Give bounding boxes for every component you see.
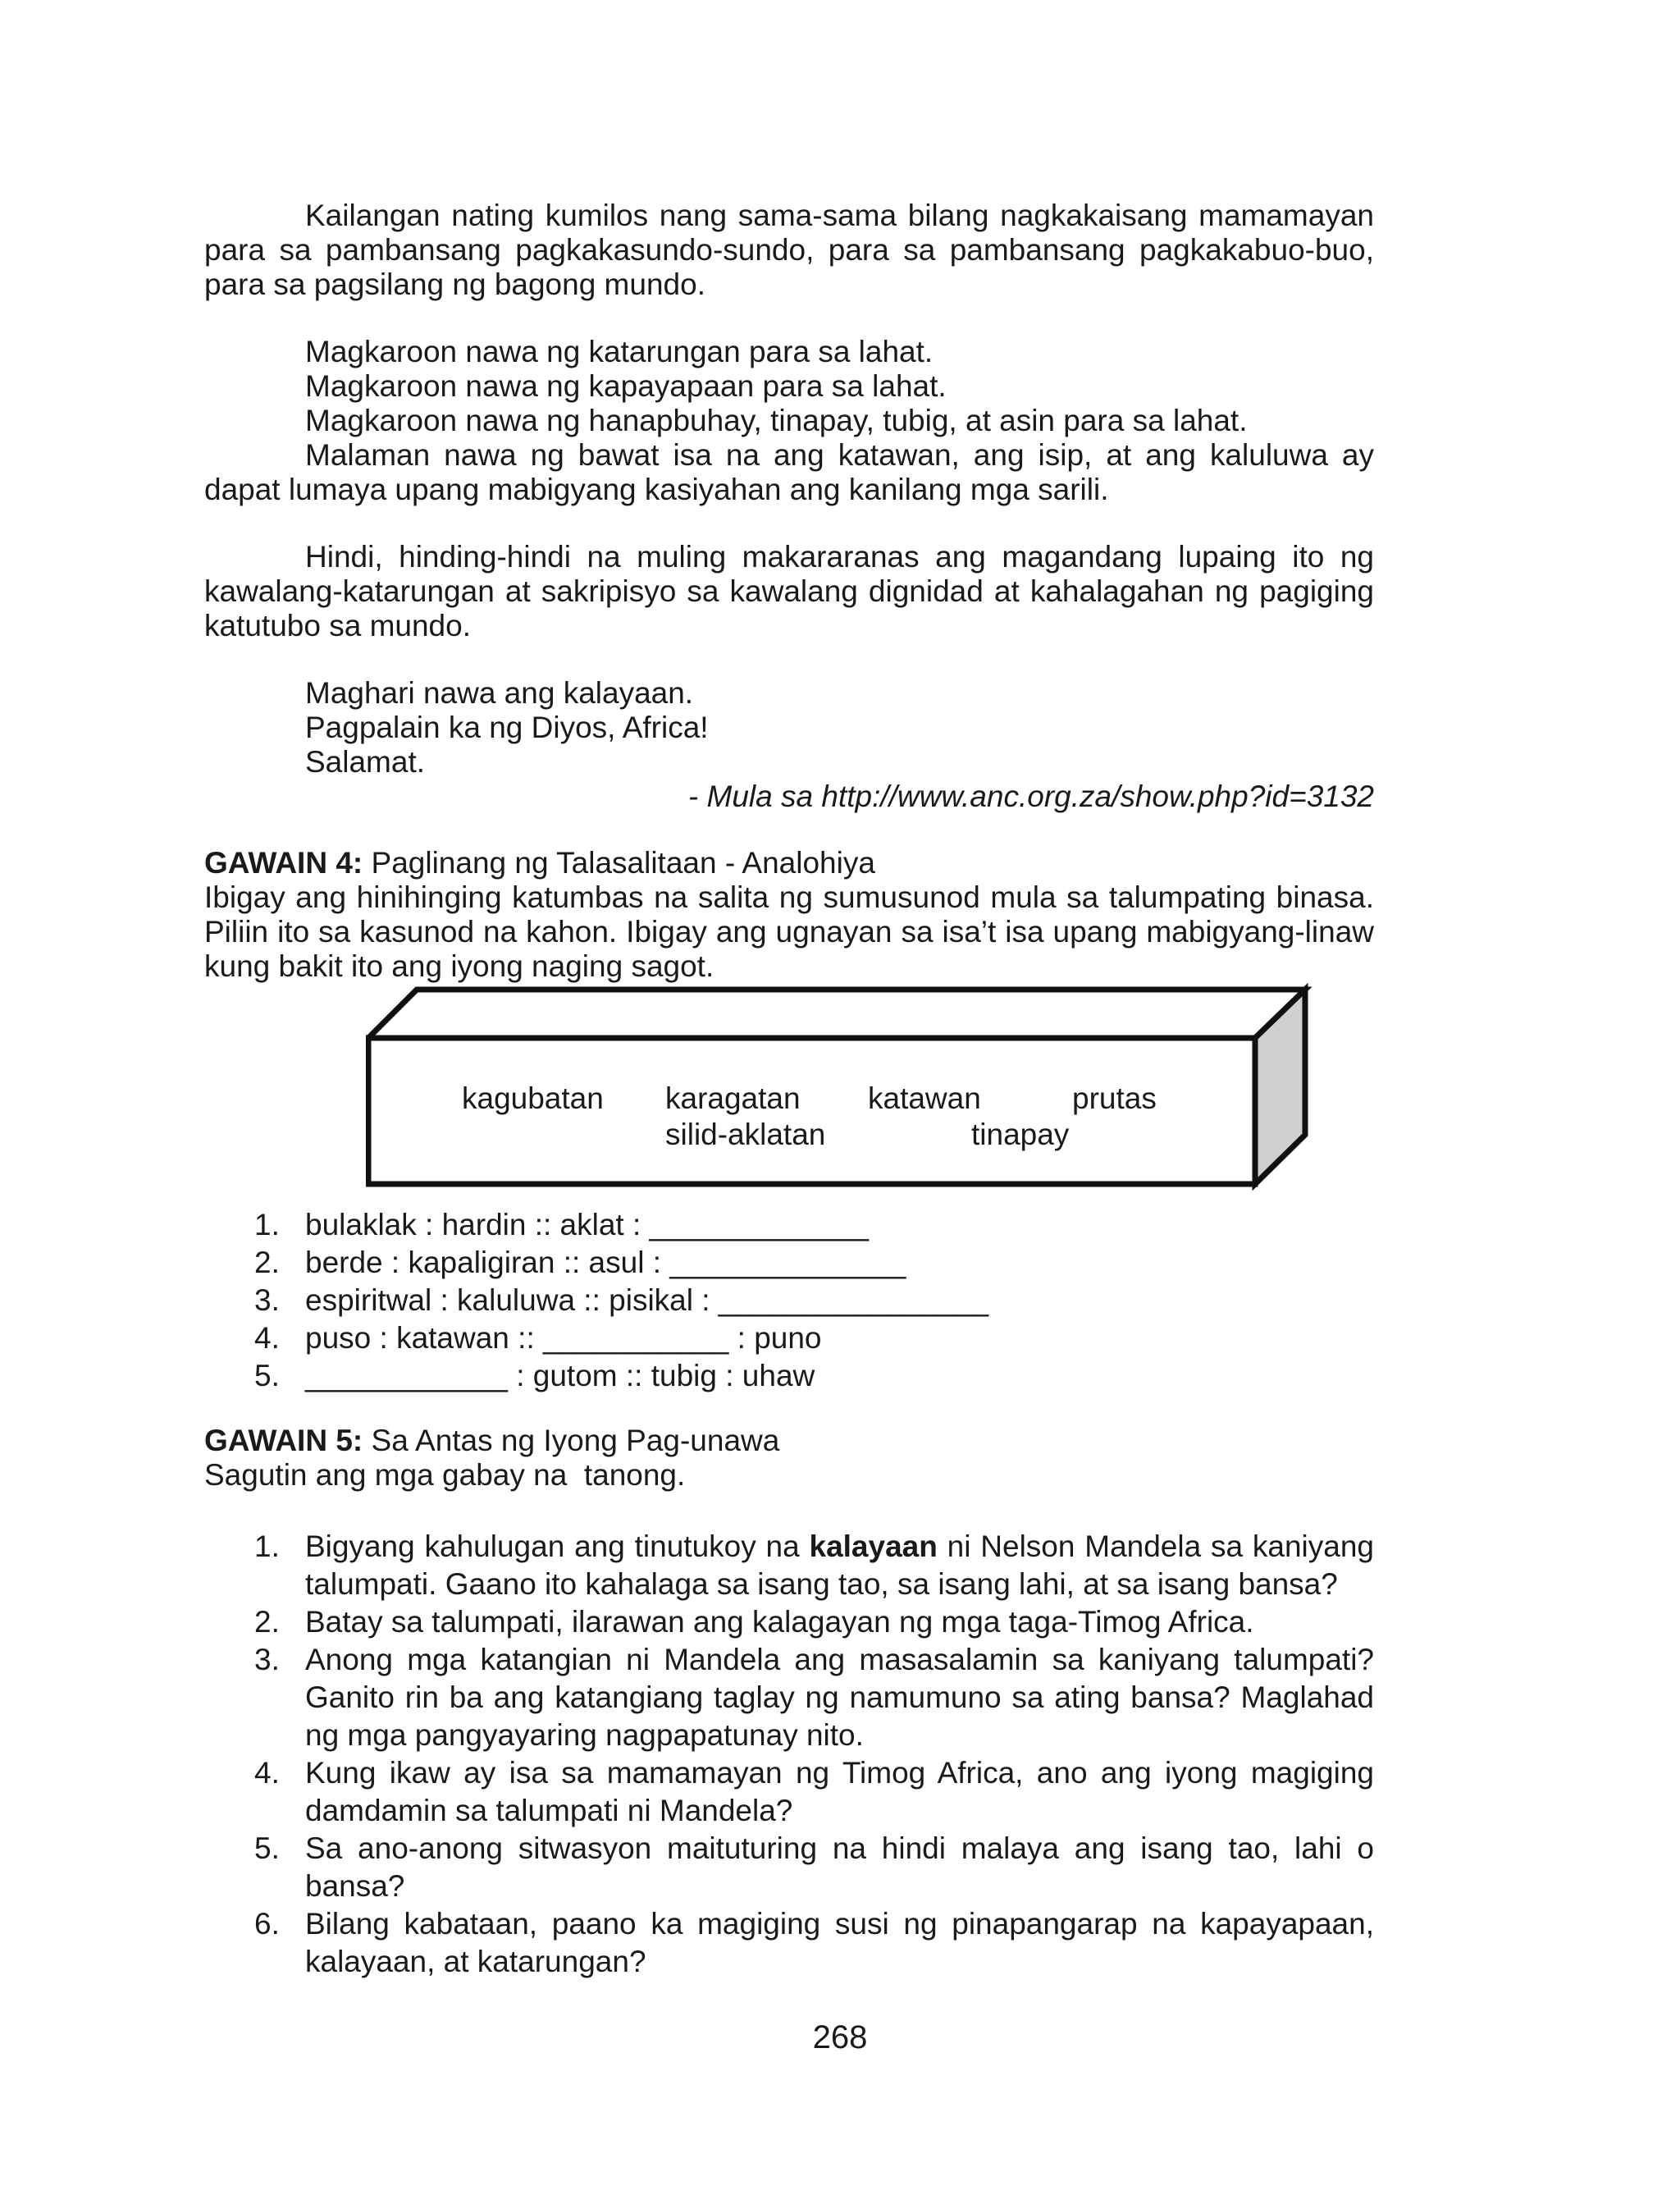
gawain4-heading: [204, 846, 1374, 880]
gawain4-items: [204, 1206, 1374, 1395]
word-box-item: katawan: [868, 1081, 981, 1115]
closing-line-1: Maghari nawa ang kalayaan.: [305, 676, 694, 710]
source-citation: - Mula sa http://www.anc.org.za/show.php?id=3132: [687, 780, 1374, 813]
word-box-item: tinapay: [971, 1118, 1070, 1151]
gawain4-label: GAWAIN 4:: [204, 846, 363, 880]
list-item: 5. ____________ : gutom :: tubig : uhaw: [254, 1359, 815, 1392]
list-item: 1. bulaklak : hardin :: aklat : _____________: [254, 1208, 870, 1241]
gawain4-instructions: Ibigay ang hinihinging katumbas na salita ng sumusunod mula sa talumpating binasa. Piliin ito sa kasunod na kahon. Ibigay ang ugnayan sa isa’t isa upang mabigyang-linaw kung bakit ito ang iyong naging sagot.: [204, 880, 1374, 983]
gawain4-section: [204, 846, 1374, 984]
gawain5-heading: [204, 1424, 1374, 1458]
list-item: 4. Kung ikaw ay isa sa mamamayan ng Timog Africa, ano ang iyong magiging damdamin sa talumpati ni Mandela?: [254, 1756, 1374, 1827]
word-box-item: silid-aklatan: [665, 1118, 826, 1151]
list-item: 2. Batay sa talumpati, ilarawan ang kalagayan ng mga taga-Timog Africa.: [254, 1605, 1254, 1639]
gawain5-instructions: Sagutin ang mga gabay na tanong.: [204, 1458, 686, 1492]
passage-paragraph-3: Hindi, hinding-hindi na muling makararanas ang magandang lupaing ito ng kawalang-katarungan at sakripisyo sa kawalang dignidad at kahalagahan ng pagiging katutubo sa mundo.: [204, 540, 1374, 642]
list-item: 1. Bigyang kahulugan ang tinutukoy na kalayaan ni Nelson Mandela sa kaniyang talumpati. Gaano ito kahalaga sa isang tao, sa isang lahi, at sa isang bansa?: [254, 1529, 1374, 1601]
wish-line-3: Magkaroon nawa ng hanapbuhay, tinapay, tubig, at asin para sa lahat.: [305, 404, 1248, 437]
word-box-item: karagatan: [665, 1081, 801, 1115]
list-item: 6. Bilang kabataan, paano ka magiging susi ng pinapangarap na kapayapaan, kalayaan, at katarungan?: [254, 1907, 1374, 1978]
page-number: 268: [812, 2019, 868, 2055]
gawain5-section: [204, 1424, 1374, 1493]
word-box-item: prutas: [1072, 1081, 1157, 1115]
gawain5-title: Sa Antas ng Iyong Pag-unawa: [371, 1424, 780, 1457]
passage-paragraph-2: Malaman nawa ng bawat isa na ang katawan, ang isip, at ang kaluluwa ay dapat lumaya upang mabigyang kasiyahan ang kanilang mga sarili.: [204, 438, 1374, 506]
word-box-item: kagubatan: [462, 1081, 604, 1115]
list-item: 4. puso : katawan :: ___________ : puno: [254, 1321, 822, 1355]
passage-closing: [204, 676, 1374, 814]
wish-line-2: Magkaroon nawa ng kapayapaan para sa lahat.: [305, 369, 947, 403]
list-item: 3. espiritwal : kaluluwa :: pisikal : ________________: [254, 1283, 989, 1317]
gawain5-questions: [204, 1528, 1374, 1981]
passage-wishes: [204, 335, 1374, 507]
word-box-top: [368, 990, 1305, 1038]
list-item: 5. Sa ano-anong sitwasyon maituturing na hindi malaya ang isang tao, lahi o bansa?: [254, 1831, 1374, 1903]
list-item: 2. berde : kapaligiran :: asul : ______________: [254, 1246, 906, 1279]
closing-line-2: Pagpalain ka ng Diyos, Africa!: [305, 711, 709, 744]
gawain4-title: Paglinang ng Talasalitaan - Analohiya: [371, 846, 875, 880]
passage-paragraph-1: Kailangan nating kumilos nang sama-sama bilang nagkakaisang mamamayan para sa pambansang pagkakasundo-sundo, para sa pambansang pagkakabuo-buo, para sa pagsilang ng bagong mundo.: [204, 199, 1374, 301]
list-item: 3. Anong mga katangian ni Mandela ang masasalamin sa kaniyang talumpati? Ganito rin ba ang katangiang taglay ng namumuno sa ating bansa? Maglahad ng mga pangyayaring nagpapatunay nito.: [254, 1643, 1374, 1752]
gawain5-label: GAWAIN 5:: [204, 1424, 363, 1457]
closing-line-3: Salamat.: [305, 745, 426, 779]
emphasis-kalayaan: kalayaan: [809, 1529, 938, 1563]
wish-line-1: Magkaroon nawa ng katarungan para sa lahat.: [305, 335, 934, 368]
